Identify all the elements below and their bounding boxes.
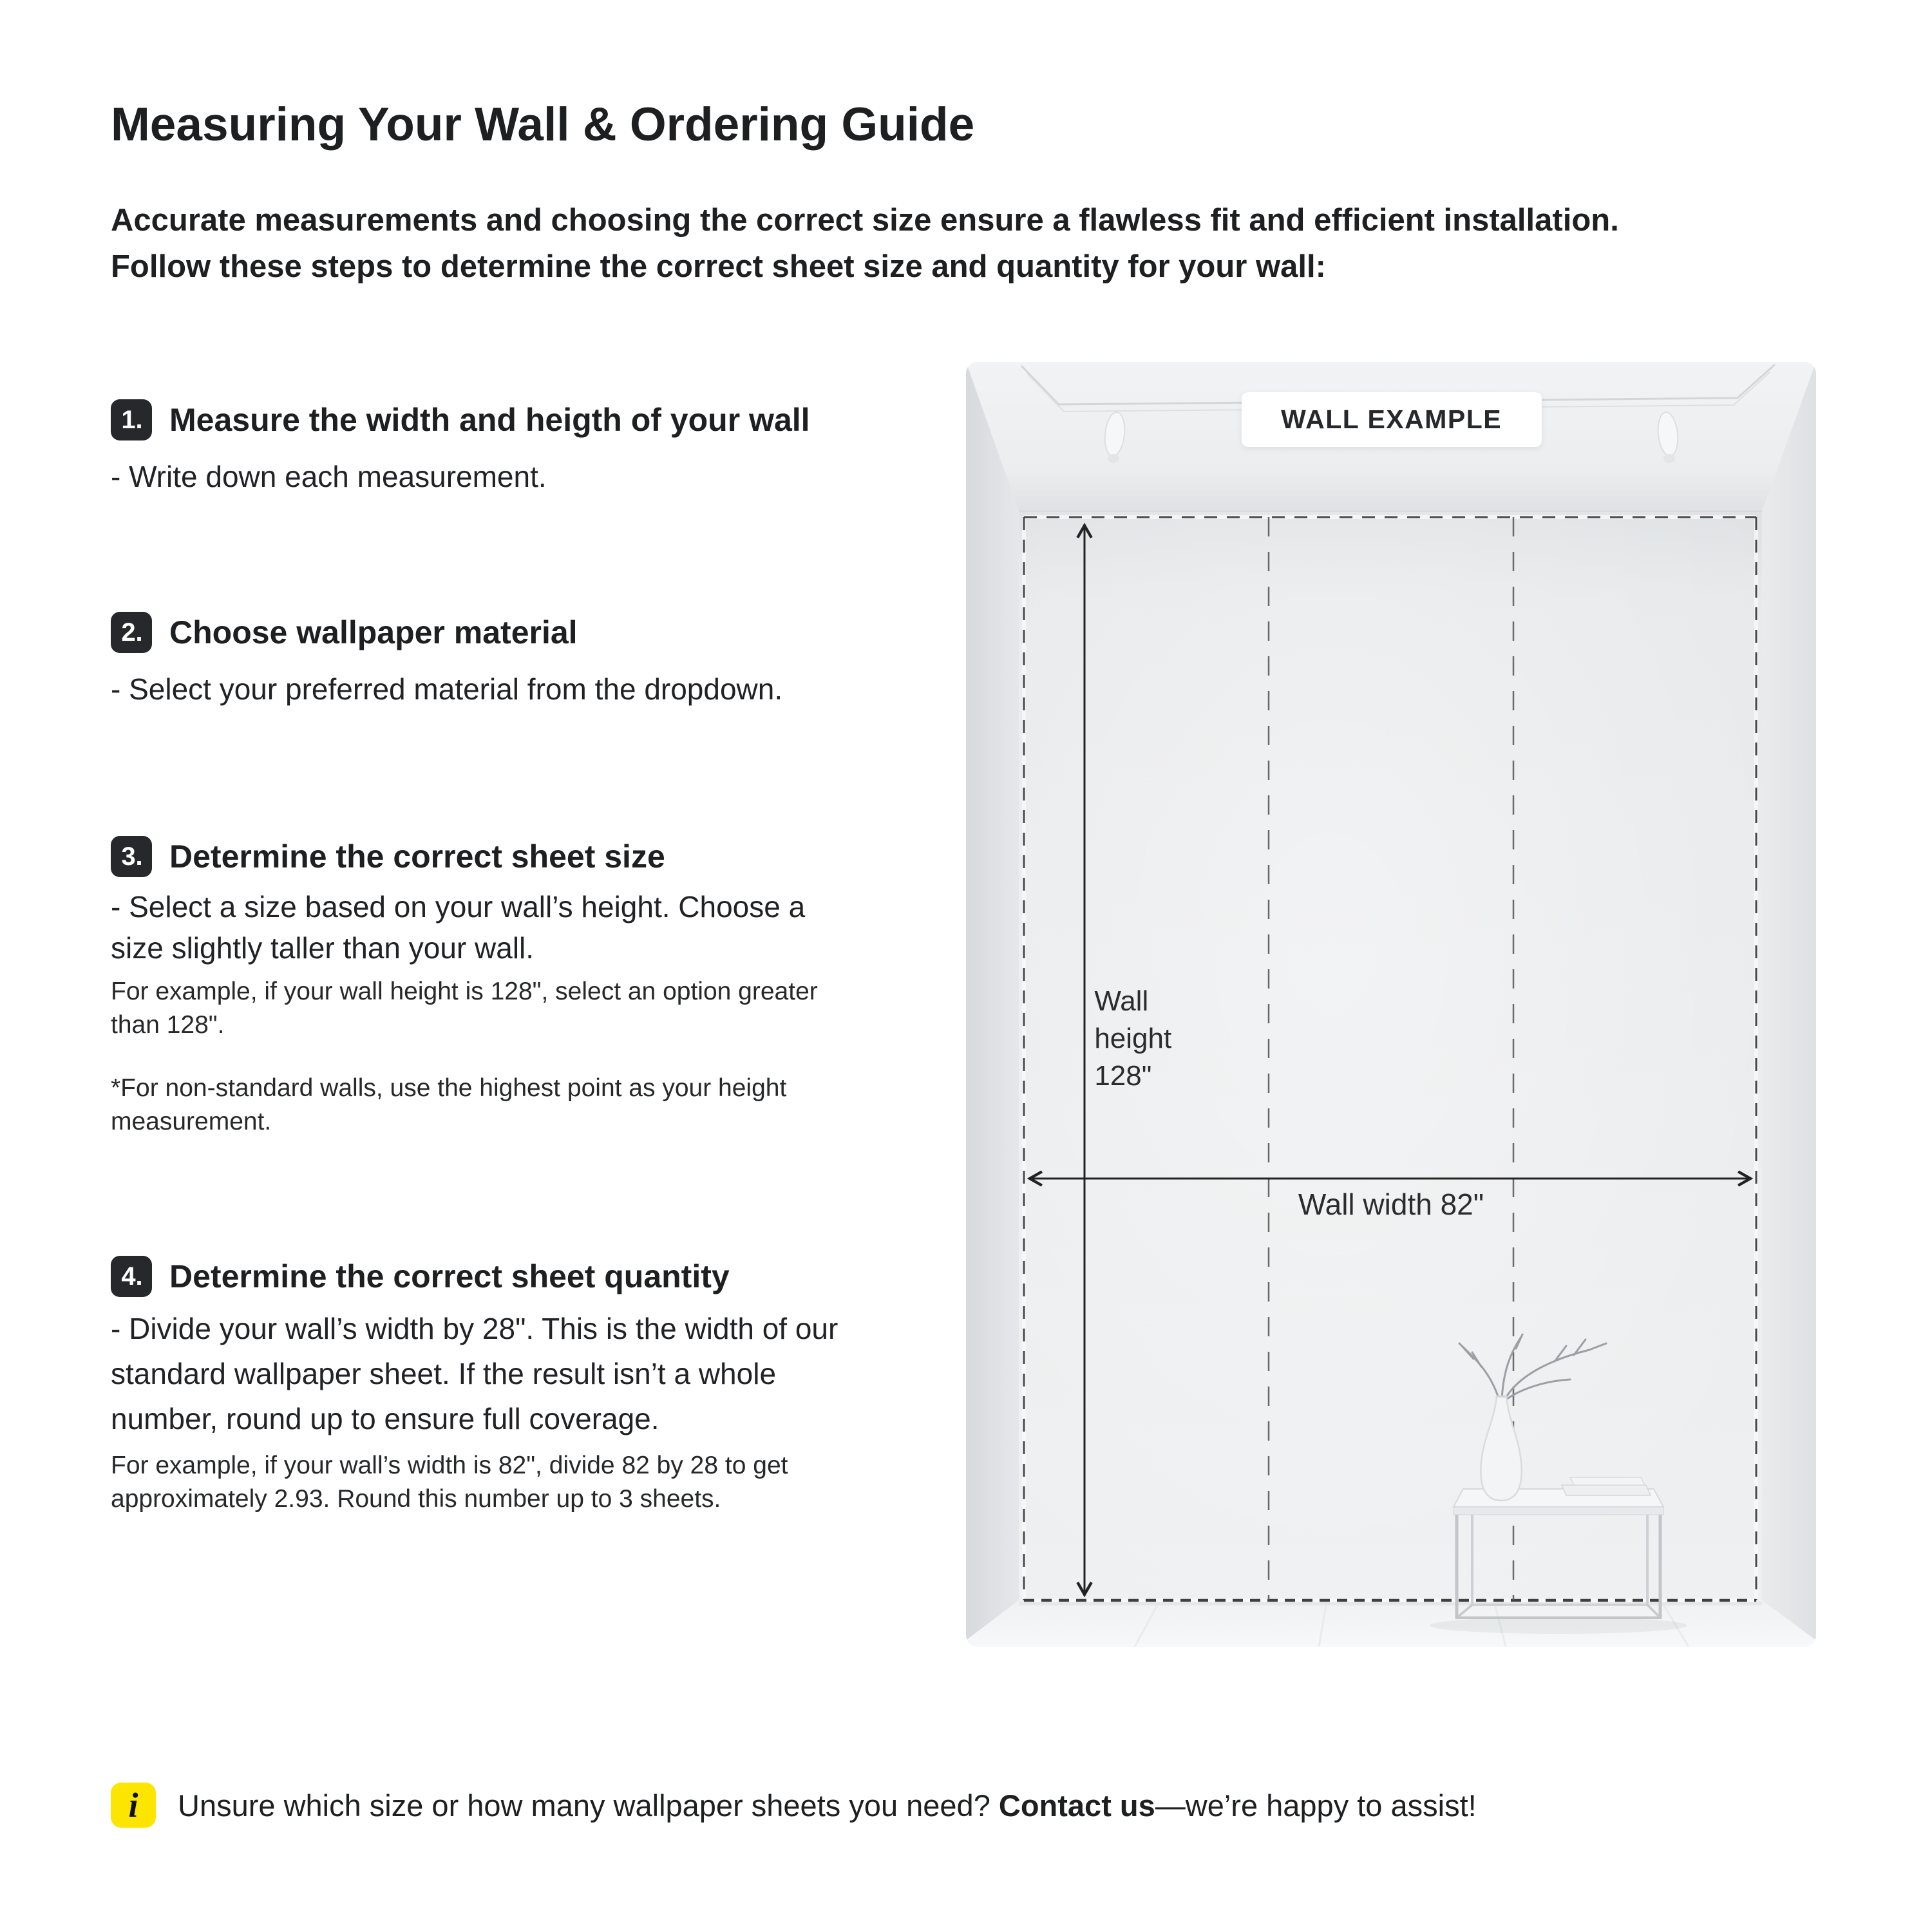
room-surfaces: [966, 362, 1816, 1647]
contact-us-link[interactable]: Contact us: [998, 1788, 1155, 1823]
book-top: [1570, 1477, 1645, 1485]
step-4-description: [111, 1306, 838, 1441]
step-4: [111, 1256, 838, 1516]
help-note: [111, 1783, 1477, 1828]
step-1-description-line: - Write down each measurement.: [111, 460, 547, 493]
step-3-example-note-line2: than 128".: [111, 1011, 225, 1039]
help-note-closing: —we’re happy to assist!: [1155, 1788, 1477, 1823]
step-2-description: [111, 668, 782, 710]
intro-line-1: Accurate measurements and choosing the correct size ensure a flawless fit and efficient installation.: [111, 203, 1619, 238]
step-3-description-line2: size slightly taller than your wall.: [111, 931, 535, 965]
page-title: Measuring Your Wall & Ordering Guide: [111, 99, 975, 151]
step-3-example-note-line1: For example, if your wall height is 128", select an option greater: [111, 978, 818, 1005]
step-3-title: Determine the correct sheet size: [169, 838, 665, 875]
step-1-description: [111, 456, 810, 497]
wall-example-label: WALL EXAMPLE: [1242, 392, 1542, 447]
step-1-title: Measure the width and heigth of your wall: [169, 402, 810, 438]
step-3: [111, 836, 818, 1139]
step-2-description-line: - Select your preferred material from the dropdown.: [111, 672, 783, 706]
help-note-question: Unsure which size or how many wallpaper sheets you need?: [178, 1788, 999, 1823]
wall-example-photo: [966, 362, 1816, 1647]
step-1: [111, 399, 810, 497]
step-4-example-note-line1: For example, if your wall’s width is 82", divide 82 by 28 to get: [111, 1452, 788, 1479]
intro-paragraph: [111, 197, 1619, 290]
step-3-example-note: [111, 975, 818, 1042]
wall-height-label: Wall height 128": [1094, 985, 1172, 1092]
step-4-title: Determine the correct sheet quantity: [169, 1258, 730, 1294]
step-2-number-badge: 2.: [111, 612, 152, 653]
help-note-text: [178, 1788, 1477, 1823]
book-bottom: [1562, 1485, 1651, 1495]
step-3-description-line1: - Select a size based on your wall’s height. Choose a: [111, 890, 806, 923]
wall-width-label: Wall width 82": [1298, 1187, 1484, 1221]
step-4-number-badge: 4.: [111, 1256, 152, 1297]
step-2-title: Choose wallpaper material: [169, 614, 578, 650]
intro-line-2: Follow these steps to determine the correct sheet size and quantity for your wall:: [111, 249, 1326, 284]
step-4-description-line1: - Divide your wall’s width by 28". This is the width of our: [111, 1312, 838, 1345]
step-3-nonstandard-note-line2: measurement.: [111, 1108, 272, 1135]
step-1-number-badge: 1.: [111, 399, 152, 440]
step-4-example-note-line2: approximately 2.93. Round this number up to 3 sheets.: [111, 1485, 721, 1513]
step-4-example-note: [111, 1449, 838, 1516]
step-3-nonstandard-note: [111, 1072, 818, 1139]
wall-photo-scene: [966, 362, 1816, 1647]
step-4-description-line3: number, round up to ensure full coverage.: [111, 1402, 659, 1435]
step-3-description: [111, 886, 818, 969]
step-3-nonstandard-note-line1: *For non-standard walls, use the highest point as your height: [111, 1074, 787, 1102]
step-3-number-badge: 3.: [111, 836, 152, 877]
step-2: [111, 612, 782, 710]
step-4-description-line2: standard wallpaper sheet. If the result isn’t a whole: [111, 1357, 777, 1390]
info-icon: i: [111, 1783, 156, 1828]
